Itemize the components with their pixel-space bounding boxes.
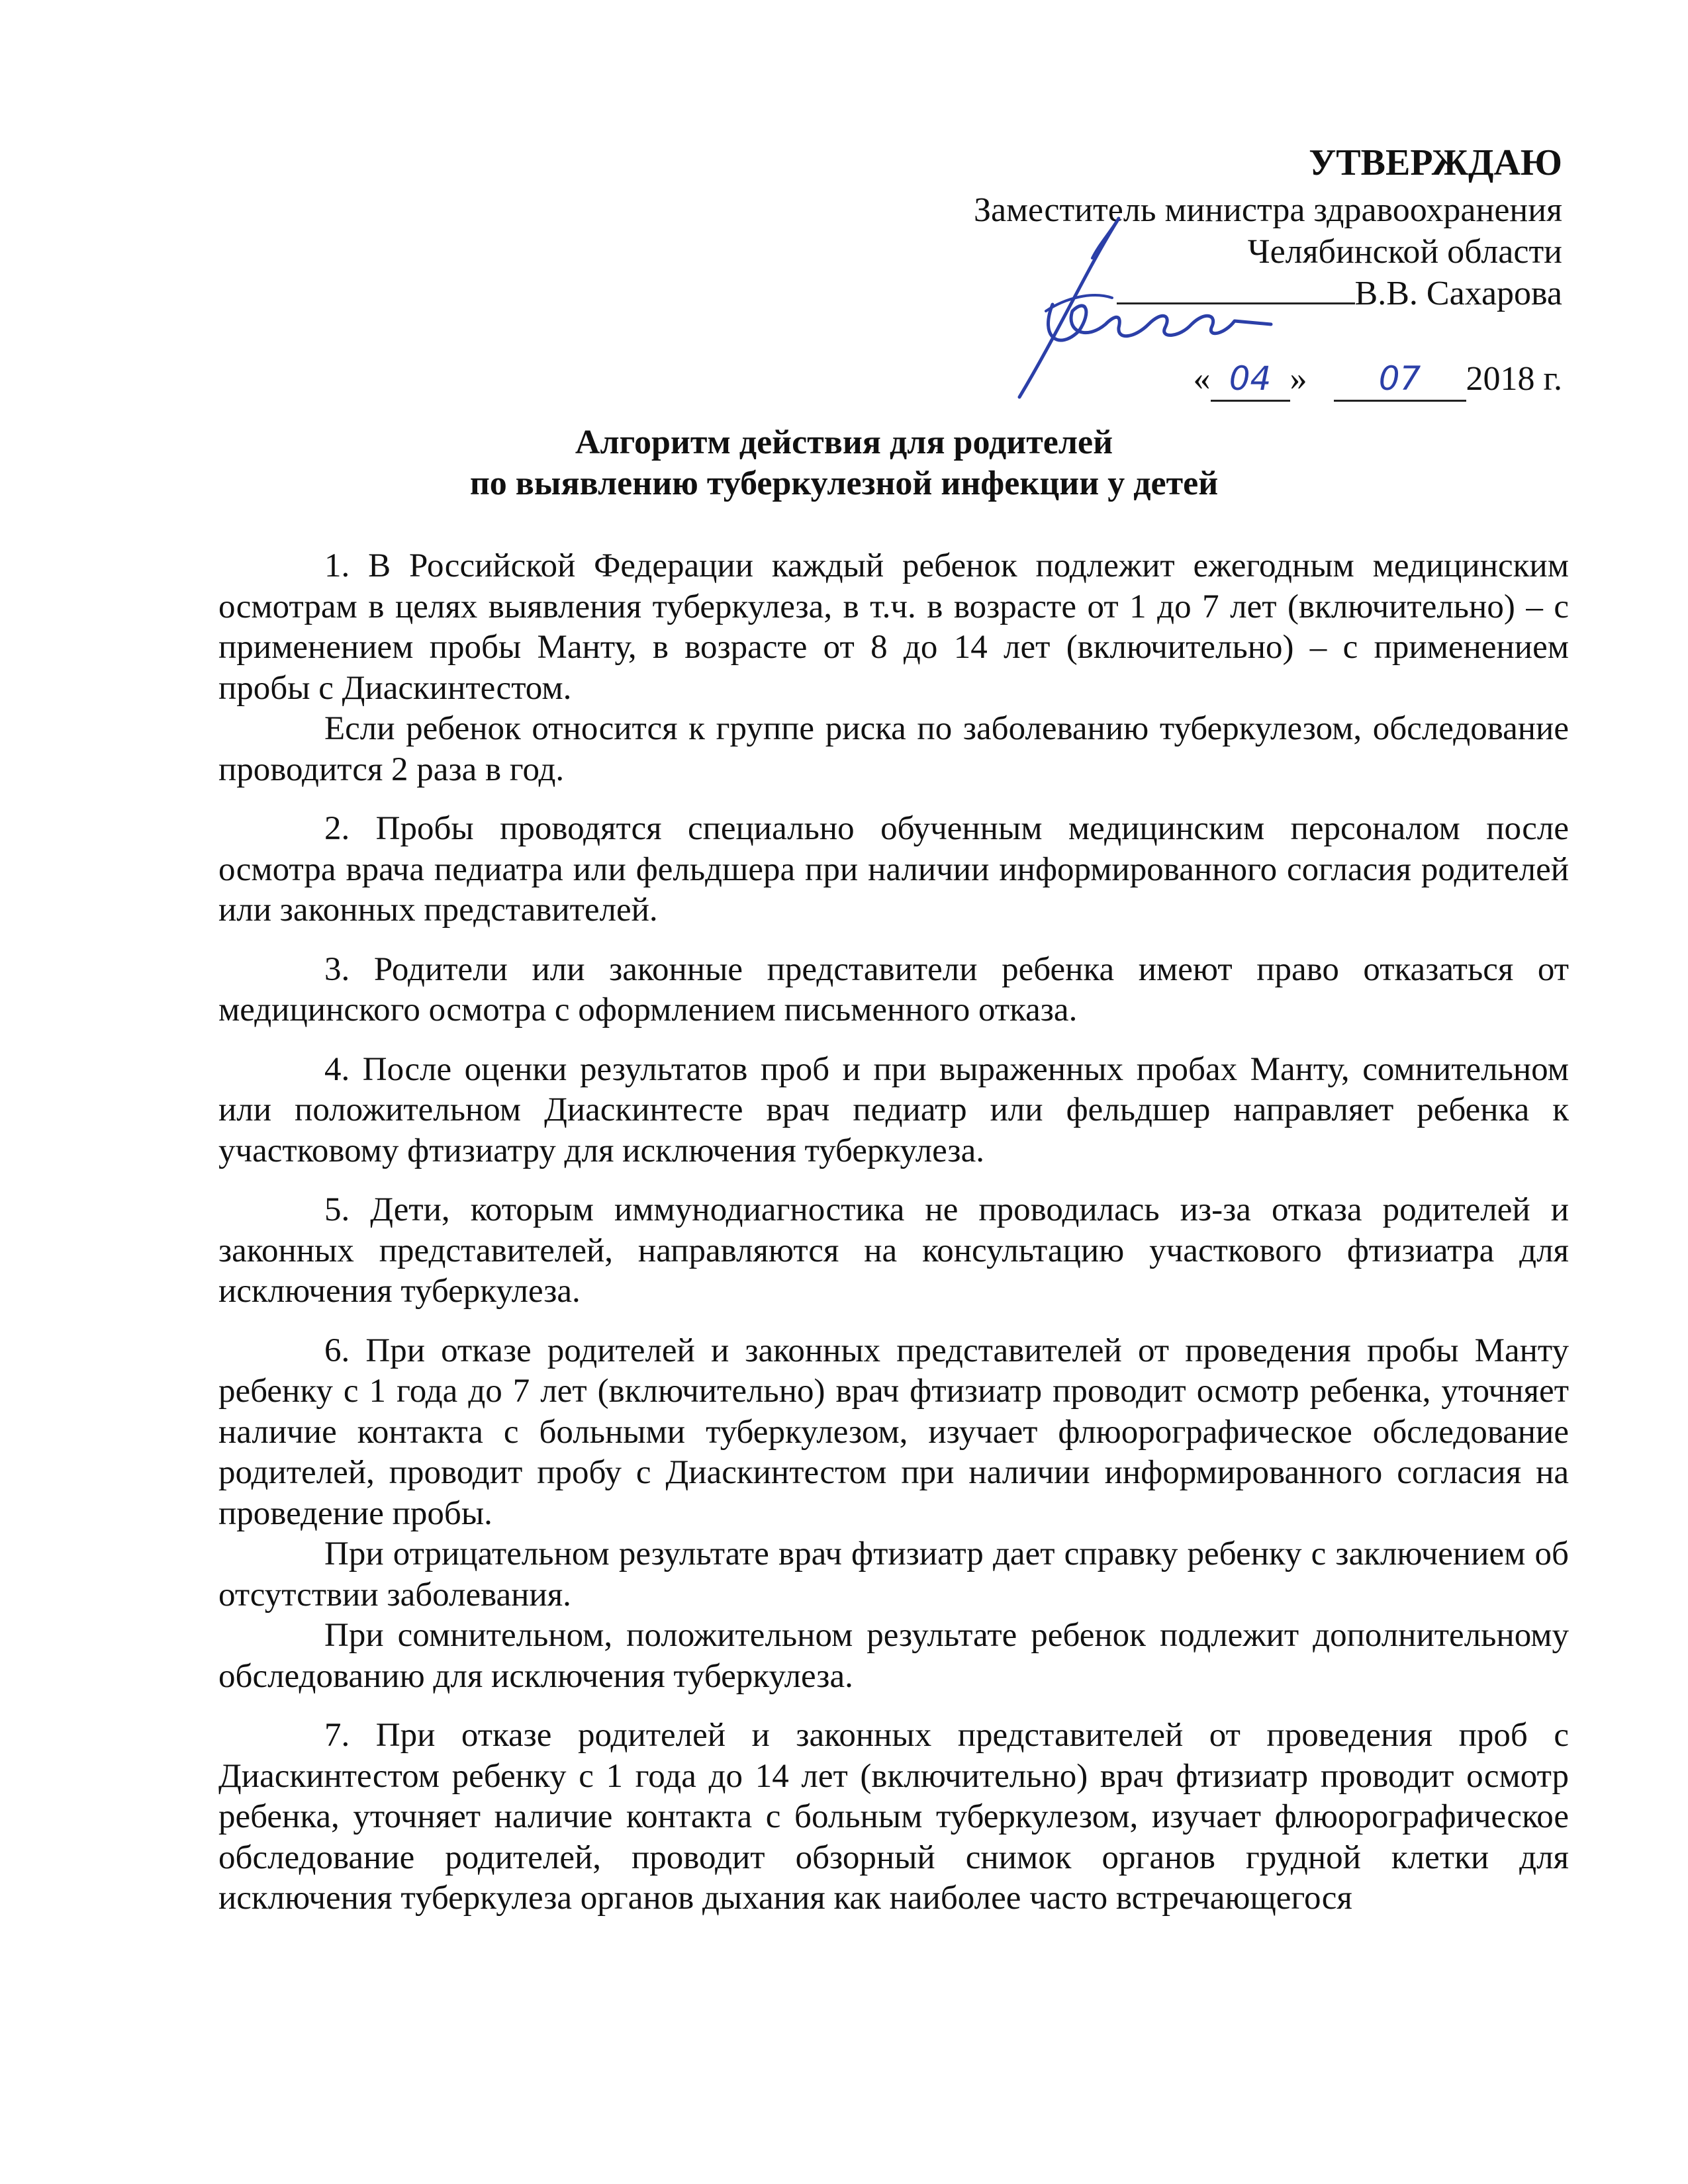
paragraph-1: 1. В Российской Федерации каждый ребенок подлежит ежегодным медицинским осмотрам в целях выявления туберкулеза, в т.ч. в возрасте от 1 до 7 лет (включительно) – с применением пробы Манту, в возрасте от 8 до 14 лет (включительно) – с применением пробы с Диаскинтестом. [218,547,1569,707]
paragraph-7: 7. При отказе родителей и законных представителей от проведения проб с Диаскинтестом ребенку с 1 года до 14 лет (включительно) врач фтизиатр проводит осмотр ребенка, уточняет наличие контакта с больным туберкулезом, изучает флюорографическое обследование родителей, проводит обзорный снимок органов грудной клетки для исключения туберкулеза органов дыхания как наиболее часто встречающегося [218,1717,1569,1917]
paragraph-6-positive-result: При сомнительном, положительном результате ребенок подлежит дополнительному обследованию для исключения туберкулеза. [218,1617,1569,1695]
approval-position-line2: Челябинской области [1247,233,1562,271]
document-title-line2: по выявлению туберкулезной инфекции у детей [469,465,1219,502]
paragraph-5: 5. Дети, которым иммунодиагностика не проводилась из-за отказа родителей и законных представителей, направляются на консультацию участкового фтизиатра для исключения туберкулеза. [218,1191,1569,1310]
approval-heading: УТВЕРЖДАЮ [1309,142,1562,183]
paragraph-3: 3. Родители или законные представители ребенка имеют право отказаться от медицинского осмотра с оформлением письменного отказа. [218,950,1569,1028]
paragraph-6: 6. При отказе родителей и законных представителей от проведения пробы Манту ребенку с 1 года до 7 лет (включительно) врач фтизиатр проводит осмотр ребенка, уточняет наличие контакта с больными туберкулезом, изучает флюорографическое обследование родителей, проводит пробу с Диаскинтестом при наличии информированного согласия на проведение пробы. [218,1332,1569,1532]
document-title-line1: Алгоритм действия для родителей [575,424,1113,461]
date-month-field [1334,358,1466,402]
approval-signatory: В.В. Сахарова [1354,275,1562,312]
paragraph-4: 4. После оценки результатов проб и при выраженных пробах Манту, сомнительном или положительном Диаскинтесте врач педиатр или фельдшер направляет ребенка к участковому фтизиатру для исключения туберкулеза. [218,1050,1569,1169]
handwritten-signature-icon [1006,199,1350,417]
document-title [0,422,1688,504]
date-close-quote: » [1289,360,1307,398]
paragraph-1-continuation: Если ребенок относится к группе риска по заболеванию туберкулезом, обследование проводится 2 раза в год. [218,710,1569,788]
approval-position-line1: Заместитель министра здравоохранения [973,191,1562,229]
date-month-handwritten: 07 [1378,359,1421,398]
date-day-handwritten: 04 [1229,359,1272,398]
date-year: 2018 г. [1466,360,1562,398]
paragraph-6-negative-result: При отрицательном результате врач фтизиатр дает справку ребенку с заключением об отсутствии заболевания. [218,1535,1569,1614]
paragraph-2: 2. Пробы проводятся специально обученным медицинским персоналом после осмотра врача педиатра или фельдшера при наличии информированного согласия родителей или законных представителей. [218,810,1569,929]
date-open-quote: « [1193,360,1211,398]
document-body [218,546,1569,1919]
